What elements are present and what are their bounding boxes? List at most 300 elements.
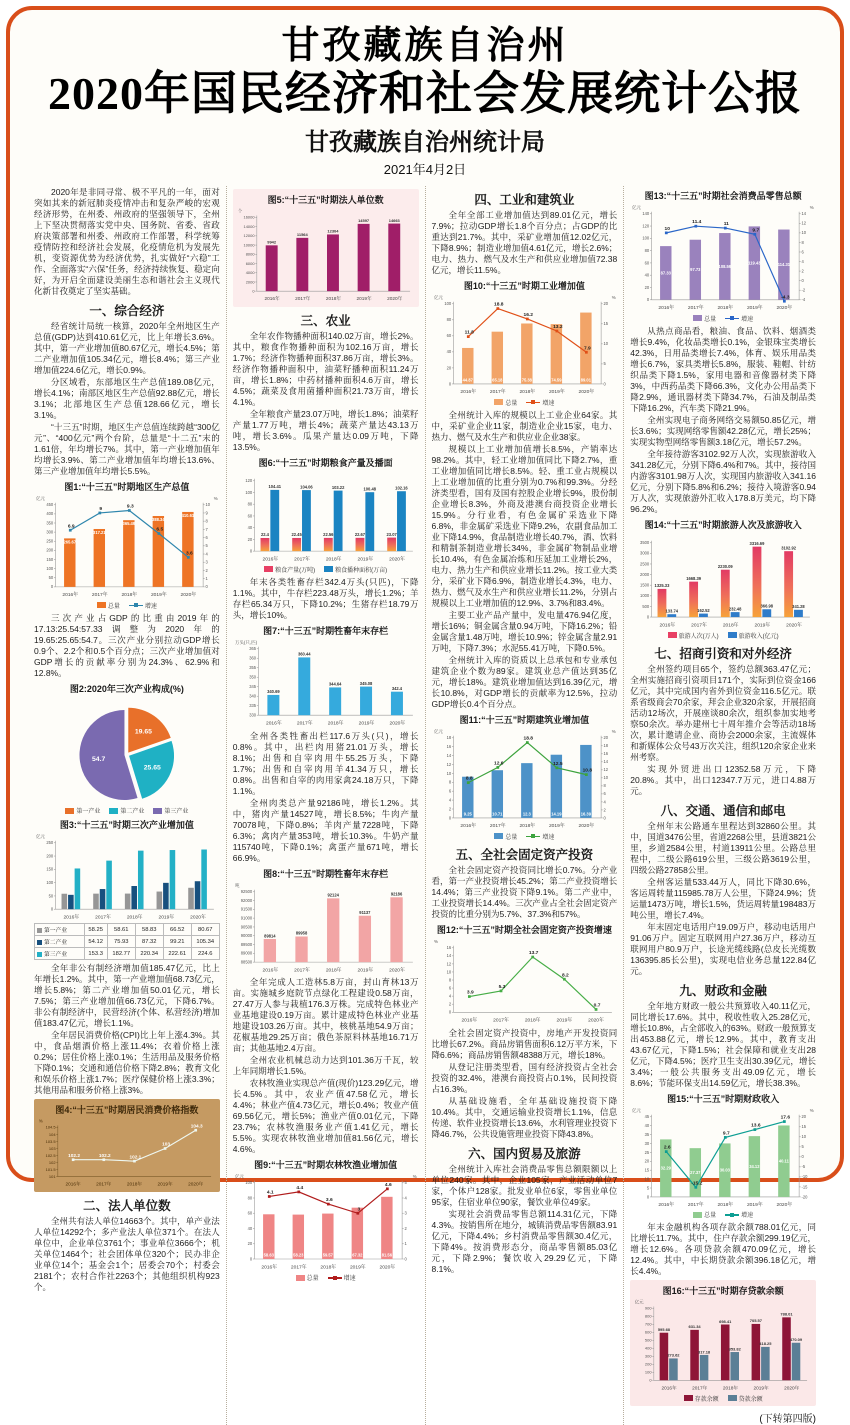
svg-text:14.19: 14.19 [550,811,561,817]
svg-text:2020年: 2020年 [388,557,405,563]
svg-text:91500: 91500 [240,906,252,912]
svg-text:265.67: 265.67 [63,539,77,545]
chart-title: 图9:“十三五”时期农林牧渔业增加值 [254,1160,398,1171]
chart-fig12 [432,923,618,1025]
svg-text:0: 0 [50,584,54,590]
legend-item [264,565,315,574]
svg-text:%: % [611,728,616,734]
svg-text:3.6: 3.6 [325,1198,333,1204]
svg-text:%: % [611,295,616,301]
svg-text:800: 800 [645,1313,652,1319]
legend-swatch-icon [109,808,118,814]
paragraph: 2020年是非同寻常、极不平凡的一年，面对突如其来的新冠肺炎疫情冲击和复杂严峻的宏观经济形势，在州委、州政府的坚强领导下，全州上下坚决贯彻落实党中央、国务院、省委、省政府决策部署和州委、州政府工作部署，科学统筹疫情防控和经济社会发展，化疫情危机为发展先机，变资源优势为经济优势，扎实做好“六稳”工作、全面落实“六保”任务，经济持续恢复、稳定向好，为开启全面建设美丽生态和谐社会主义现代化新甘孜奠定了坚实基础。 [34,187,220,297]
svg-text:8: 8 [205,518,208,524]
page-title-line2: 2020年国民经济和社会发展统计公报 [48,67,802,119]
series-swatch-icon [37,928,42,933]
svg-text:300: 300 [645,1353,652,1359]
legend-line-icon [129,603,143,607]
paragraph: 全州各类牲畜出栏117.6万头(只)，增长0.8%。其中，出栏肉用猪21.01万头，增长8.1%；出售和自宰肉用牛55.25万头，下降1.7%；出售和自宰肉用羊41.34万只，增长0.8%。出售和自宰的肉用家禽24.18万只，下降1.1%。 [232,730,419,796]
svg-text:340.69: 340.69 [266,688,280,694]
legend-swatch-icon [296,1275,305,1281]
paragraph: 实现外贸进出口12352.58万元，下降20.8%。其中，出口12347.7万元，进口4.88万元。 [630,763,816,796]
chart-fig16 [630,1280,816,1406]
svg-text:-2: -2 [801,287,806,293]
svg-text:10: 10 [446,968,451,974]
series-name: 第三产业 [35,948,85,960]
svg-text:0: 0 [647,614,650,620]
svg-text:22.67: 22.67 [354,531,365,537]
svg-text:104: 104 [48,1132,56,1138]
legend-item [725,1210,753,1219]
svg-text:87.33: 87.33 [660,270,672,276]
chart-legend [34,601,220,610]
chart-fig2 [34,682,220,815]
svg-text:2017年: 2017年 [290,1265,307,1271]
svg-text:2019年: 2019年 [358,721,375,727]
svg-text:2019年: 2019年 [556,1018,572,1024]
svg-text:2018年: 2018年 [717,1202,734,1208]
svg-text:340: 340 [248,693,256,699]
page-title-line1: 甘孜藏族自治州 [281,25,569,67]
legend-swatch-icon [65,808,74,814]
svg-text:4000: 4000 [245,270,255,276]
svg-text:300: 300 [46,529,54,535]
svg-text:-20: -20 [801,1193,808,1199]
series-value: 222.61 [163,948,191,960]
svg-text:12.6: 12.6 [493,761,504,767]
legend-swatch-icon [693,1212,702,1218]
svg-text:500: 500 [642,603,650,609]
svg-text:20: 20 [247,1241,252,1247]
svg-text:91000: 91000 [240,915,252,921]
svg-text:705.57: 705.57 [750,1318,763,1324]
chart-legend [432,398,618,407]
svg-text:13.6: 13.6 [751,1123,761,1129]
svg-text:2: 2 [801,268,805,274]
series-value: 153.3 [84,948,107,960]
series-value: 58.83 [135,924,163,936]
chart-title: 图6:“十三五”时期粮食产量及播面 [258,457,393,468]
svg-text:8: 8 [448,976,451,982]
svg-text:8: 8 [448,779,451,785]
paragraph: 全州客运量533.44万人，同比下降30.6%，客运周转量115985.78万人公里，下降24.9%；货运量1473万吨，增长1.5%，货运周转量198483万吨公里，增长7.4%。 [630,876,816,920]
svg-text:34.12: 34.12 [749,1163,760,1169]
svg-text:-4.3: -4.3 [781,295,790,301]
legend-label: 增速 [144,603,157,610]
chart-title: 图16:“十三五”时期存贷款余额 [662,1286,784,1297]
svg-text:2017年: 2017年 [296,721,313,727]
svg-text:-15: -15 [801,1183,808,1189]
chart-fig3-plot [34,832,220,922]
svg-text:0: 0 [649,1377,652,1383]
legend-line-icon [725,1213,739,1217]
svg-text:2016年: 2016年 [264,297,280,303]
section-heading: 一、综合经济 [89,304,165,319]
svg-text:91137: 91137 [359,909,371,915]
svg-text:470.09: 470.09 [790,1337,803,1343]
svg-text:6: 6 [602,791,606,797]
series-value: 80.67 [191,924,219,936]
legend-label: 贷款余额 [738,1396,763,1403]
svg-text:11564: 11564 [296,232,308,238]
svg-text:2016年: 2016年 [460,1018,477,1024]
legend-item [526,832,554,841]
svg-text:18: 18 [602,743,608,749]
svg-text:104.06: 104.06 [299,484,313,490]
svg-text:16: 16 [446,944,451,950]
svg-text:2016年: 2016年 [62,593,79,599]
svg-text:10: 10 [801,1133,807,1139]
svg-text:2018年: 2018年 [325,968,342,974]
chart-fig9-plot [233,1172,419,1272]
svg-text:22.56: 22.56 [322,531,334,537]
svg-text:2020年: 2020年 [784,1386,800,1392]
section-heading: 八、交通、通信和邮电 [660,803,786,818]
svg-text:20: 20 [602,735,608,741]
svg-text:3.6: 3.6 [185,551,193,557]
svg-text:388.34: 388.34 [152,517,165,523]
svg-text:22.45: 22.45 [291,532,302,538]
svg-text:2019年: 2019年 [548,824,565,830]
svg-text:9.7: 9.7 [752,228,760,234]
svg-text:亿元: 亿元 [635,1299,644,1305]
legend-label: 总量 [704,316,717,323]
svg-text:5.3: 5.3 [498,984,505,990]
svg-text:2000: 2000 [245,279,255,285]
legend-item [328,1273,356,1282]
svg-text:317.18: 317.18 [698,1349,711,1355]
svg-text:16: 16 [446,743,451,749]
svg-text:400: 400 [46,511,54,517]
svg-text:2019年: 2019年 [157,1182,173,1188]
svg-text:5: 5 [404,1180,407,1186]
svg-text:2230.09: 2230.09 [718,563,733,569]
svg-text:44.87: 44.87 [462,377,473,383]
svg-text:9.25: 9.25 [463,811,472,817]
svg-text:365: 365 [248,645,256,651]
svg-text:0.7: 0.7 [593,1003,600,1009]
legend-label: 增速 [343,1276,356,1283]
chart-title: 图1:“十三五”时期地区生产总值 [64,482,190,493]
svg-text:0: 0 [205,584,208,590]
chart-fig4-plot [37,1117,217,1189]
svg-text:250: 250 [46,538,54,544]
svg-text:12: 12 [446,960,451,966]
chart-fig10-plot [432,293,618,397]
svg-text:12: 12 [446,761,451,767]
svg-text:9: 9 [99,507,103,513]
svg-text:10: 10 [205,502,211,508]
svg-text:104.5: 104.5 [45,1125,56,1131]
svg-text:344.64: 344.64 [328,681,342,687]
chart-title: 图3:“十三五”时期三次产业增加值 [59,820,194,831]
svg-text:4: 4 [801,259,805,265]
svg-text:92124: 92124 [327,892,339,898]
legend-label: 第三产业 [164,809,189,816]
chart-fig9 [233,1158,419,1282]
legend-label: 增速 [741,1213,754,1220]
svg-text:2017年: 2017年 [489,824,506,830]
svg-text:102.2: 102.2 [98,1154,111,1160]
legend-label: 粮食产量(万吨) [275,567,316,574]
svg-text:80: 80 [247,501,252,507]
svg-text:2019年: 2019年 [753,1386,769,1392]
svg-text:亿元: 亿元 [632,1107,642,1113]
svg-text:3.9: 3.9 [466,990,474,996]
chart-fig15-plot [630,1106,816,1210]
svg-text:2018年: 2018年 [524,1018,541,1024]
svg-text:12: 12 [602,767,608,773]
svg-text:700: 700 [645,1321,652,1327]
svg-text:2016年: 2016年 [261,1265,277,1271]
svg-text:92500: 92500 [240,888,252,894]
svg-text:200: 200 [46,548,54,554]
svg-text:2017年: 2017年 [692,1386,708,1392]
chart-title: 图4:“十三五”时期居民消费价格指数 [55,1105,199,1116]
svg-text:1500: 1500 [640,582,650,588]
svg-text:11.4: 11.4 [692,220,702,226]
svg-text:%: % [38,1118,43,1124]
paragraph: 全州农业机械总动力达到101.36万千瓦，较上年同期增长1.5%。 [232,1055,419,1077]
legend-label: 总量 [704,1213,717,1220]
svg-text:342.4: 342.4 [391,685,402,691]
svg-text:14: 14 [446,952,451,958]
svg-text:14597: 14597 [357,218,369,224]
svg-text:60: 60 [247,1211,252,1217]
legend-label: 粮食播种面积(万亩) [335,567,388,574]
svg-text:40: 40 [644,1122,650,1128]
svg-text:353.82: 353.82 [728,1346,742,1352]
svg-text:631.34: 631.34 [688,1324,701,1330]
chart-fig8 [233,867,419,975]
paragraph: 全年居民消费价格(CPI)比上年上涨4.3%。其中，食品烟酒价格上涨11.4%；衣着价格上涨0.2%；居住价格上涨0.1%；生活用品及服务价格下降0.1%；交通和通信价格下降2.8%；教育文化和娱乐价格上涨1.7%；医疗保健价格上涨3.3%；其他用品和服务价格上涨3%。 [34,1030,220,1096]
svg-text:74.59: 74.59 [550,377,561,383]
legend-label: 存款余额 [694,1396,719,1403]
series-swatch-icon [37,952,42,957]
svg-text:6: 6 [448,985,451,991]
svg-text:1: 1 [404,1241,407,1247]
chart-title: 图2:2020年三次产业构成(%) [69,683,184,694]
svg-text:13.7: 13.7 [528,950,538,956]
series-value: 87.32 [135,936,163,948]
series-value: 99.21 [163,936,191,948]
svg-text:345: 345 [248,683,256,689]
svg-text:366.98: 366.98 [760,603,774,609]
svg-text:亿元: 亿元 [632,205,642,211]
svg-text:2019年: 2019年 [754,623,771,629]
svg-text:3102.92: 3102.92 [781,545,797,551]
svg-text:104.41: 104.41 [268,483,281,489]
svg-text:10: 10 [801,230,807,236]
svg-text:92000: 92000 [240,897,252,903]
svg-text:3: 3 [357,1207,360,1213]
legend-item [728,1394,763,1403]
svg-text:%: % [213,496,218,502]
svg-text:3: 3 [205,559,208,565]
legend-item [109,806,144,815]
svg-text:10000: 10000 [243,242,255,248]
svg-text:吨: 吨 [234,882,240,888]
svg-text:万头(只,匹): 万头(只,匹) [234,639,257,645]
svg-text:4: 4 [205,551,208,557]
svg-text:8000: 8000 [245,251,255,257]
chart-fig14-plot [630,532,816,630]
svg-text:2020年: 2020年 [386,297,403,303]
svg-text:102.2: 102.2 [68,1154,80,1160]
svg-text:4: 4 [602,799,606,805]
svg-text:150: 150 [46,867,54,873]
svg-text:120: 120 [642,223,650,229]
svg-text:16.2: 16.2 [523,313,533,319]
svg-text:162.52: 162.52 [697,607,710,613]
svg-text:45: 45 [644,1113,650,1119]
svg-text:12.5: 12.5 [552,761,563,767]
svg-text:102.5: 102.5 [45,1153,56,1159]
legend-item [153,806,188,815]
svg-text:365.49: 365.49 [122,521,136,527]
svg-text:4: 4 [404,1195,407,1201]
svg-text:250: 250 [46,840,54,846]
paragraph: 全州签约项目65个，签约总额363.47亿元；全州实施招商引资项目171个，实际到位资金166亿元，其中完成国内省外到位资金116.5亿元。联系省级商会70余家，拜会企业320余家，开展招商活动12场次，开展座谈80余次，组织参加实地考察50余次。举办建州七十周年推介会等活动18场次，累计邀请企业、商协会2000余家，主流媒体和新媒体公众号43万次关注，组织120余家企业来州考察。 [630,663,816,762]
legend-swatch-icon [494,833,503,839]
svg-text:15: 15 [801,1123,807,1129]
svg-text:20: 20 [801,1113,807,1119]
series-value: 58.61 [107,924,135,936]
svg-text:0: 0 [602,815,606,821]
svg-text:2019年: 2019年 [150,593,167,599]
svg-text:50: 50 [48,893,54,899]
svg-text:20: 20 [446,365,451,371]
svg-text:9.7: 9.7 [723,1131,730,1137]
legend-item [728,631,779,640]
svg-text:12: 12 [801,220,807,226]
chart-legend [633,1394,813,1403]
publish-date: 2021年4月2日 [383,162,467,178]
svg-text:2016年: 2016年 [459,824,476,830]
chart-fig6 [233,456,419,574]
svg-text:92186: 92186 [390,891,402,897]
paragraph: 全年农作物播种面积140.02万亩，增长2%。其中，粮食作物播种面积为102.16万亩，增长1.7%；经济作物播种面积37.86万亩，增长3%。经济作物播种面积中，油菜籽播种面积11.24万亩，增长1.8%；中药材播种面积4.6万亩，增长4.5%；蔬菜及食用菌播种面积21.73万亩，增长4.1%。 [232,330,419,407]
svg-text:1000: 1000 [640,592,650,598]
svg-text:89814: 89814 [263,932,276,938]
svg-text:595.68: 595.68 [658,1327,671,1333]
svg-text:15: 15 [644,1167,650,1173]
legend-item [693,1210,716,1219]
chart-title: 图11:“十三五”时期建筑业增加值 [459,714,590,725]
paragraph: 实现社会消费品零售总额114.31亿元，下降4.3%。按销售所在地分，城镇消费品零售额83.91亿元，下降4.4%；乡村消费品零售额30.4亿元，下降4%。按消费形态分，商品零售额85.03亿元，下降2.9%；餐饮收入29.29亿元，下降8.1%。 [431,1208,618,1274]
svg-text:8.2: 8.2 [561,972,569,978]
svg-text:2018年: 2018年 [518,824,535,830]
svg-text:32.29: 32.29 [660,1165,672,1171]
svg-text:60: 60 [247,513,252,519]
svg-text:27.37: 27.37 [690,1169,701,1175]
svg-text:5: 5 [801,1143,805,1149]
columns-container [28,186,822,1424]
bulletin-page [10,10,840,1425]
svg-text:2017年: 2017年 [293,968,310,974]
chart-legend [630,1210,816,1219]
svg-text:2018年: 2018年 [723,1386,739,1392]
svg-text:103: 103 [162,1142,170,1148]
svg-text:22.4: 22.4 [260,532,269,538]
svg-text:80: 80 [446,317,451,323]
svg-text:60: 60 [644,260,650,266]
paragraph: 经省统计局统一核算，2020年全州地区生产总值(GDP)达到410.61亿元，比上年增长3.6%。其中，第一产业增加值80.67亿元，增长4.5%；第二产业增加值105.34亿元，增长8.4%；第三产业增加值224.6亿元，增长0.9%。 [34,321,220,376]
svg-text:58.23: 58.23 [292,1252,304,1258]
svg-text:133.74: 133.74 [665,608,679,614]
svg-text:355: 355 [248,664,256,670]
svg-text:7: 7 [205,527,208,533]
svg-text:-5: -5 [801,1163,806,1169]
svg-text:88500: 88500 [240,959,252,965]
svg-text:2: 2 [205,568,208,574]
svg-text:140: 140 [642,211,650,217]
svg-text:200: 200 [46,853,54,859]
svg-text:2.6: 2.6 [664,1145,671,1151]
svg-text:14663: 14663 [388,218,400,224]
chart-title: 图10:“十三五”时期工业增加值 [463,281,585,292]
series-value: 220.34 [135,948,163,960]
svg-text:114.31: 114.31 [777,262,791,268]
column-4 [623,186,822,1424]
paragraph: 分区域看，东部地区生产总值189.08亿元，增长4.1%；南部区地区生产总值92.88亿元，增长3.1%；北部地区生产总值128.66亿元，增长3.1%。 [34,377,220,421]
svg-text:101: 101 [48,1174,56,1180]
svg-text:6: 6 [448,788,451,794]
chart-fig11-plot [432,727,618,831]
svg-text:2018年: 2018年 [121,593,138,599]
svg-text:2016年: 2016年 [63,915,80,921]
paragraph: 年末金融机构各项存款余额788.01亿元，同比增长11.7%。其中，住户存款余额299.19亿元，增长12.6%。各项贷款余额470.09亿元，增长12.4%。其中，中长期贷款余额396.18亿元，增长4.4%。 [630,1222,816,1277]
svg-text:4.6: 4.6 [384,1183,392,1189]
svg-text:2017年: 2017年 [95,915,111,921]
svg-text:20: 20 [644,285,650,291]
svg-text:2: 2 [404,1226,407,1232]
svg-text:2017年: 2017年 [691,623,708,629]
chart-legend [34,806,220,815]
svg-text:150: 150 [46,557,54,563]
legend-swatch-icon [494,399,503,405]
paragraph: 全年非公有制经济增加值185.47亿元，比上年增长1.2%。其中，第一产业增加值68.73亿元，增长5.8%；第二产业增加值50.01亿元，增长7.5%；第三产业增加值66.73亿元，下降6.7%。非公有制经济中，民营经济(个体、私营经济)增加值183.47亿元，增长1.1%。 [34,963,220,1029]
svg-text:1: 1 [205,576,208,582]
chart-fig5-plot [236,207,416,303]
section-heading: 九、财政和金融 [679,983,767,998]
legend-item [668,631,719,640]
chart-fig5 [233,189,419,306]
chart-fig1-plot [34,494,220,600]
svg-text:2020年: 2020年 [587,1018,604,1024]
svg-text:0: 0 [404,1256,407,1262]
legend-label: 总量 [306,1276,319,1283]
svg-text:8: 8 [801,240,805,246]
svg-text:317.21: 317.21 [93,530,106,536]
svg-text:97.73: 97.73 [690,267,701,273]
svg-text:-4: -4 [801,297,806,303]
legend-label: 总量 [107,603,120,610]
legend-label: 总量 [505,400,518,407]
svg-text:20: 20 [247,536,252,542]
chart-legend [630,314,816,323]
svg-text:89000: 89000 [240,950,252,956]
svg-text:14000: 14000 [243,224,255,230]
paragraph: 农林牧渔业实现总产值(现价)123.29亿元，增长4.5%。其中，农业产值47.58亿元，增长4.4%；林业产值4.73亿元，增长0.4%；牧业产值69.56亿元，增长5%；渔业产值0.01亿元，下降23.7%；农林牧渔服务业产值1.41亿元，增长5.5%。实现农林牧渔业增加值81.56亿元，增长4.6%。 [232,1078,419,1155]
continuation-note: (下转第四版) [759,1413,816,1425]
svg-text:341.28: 341.28 [792,603,805,609]
svg-text:350: 350 [248,674,256,680]
svg-text:3500: 3500 [640,539,650,545]
svg-text:100: 100 [245,1180,252,1186]
svg-text:232.48: 232.48 [729,606,742,612]
chart-fig14 [630,518,816,640]
